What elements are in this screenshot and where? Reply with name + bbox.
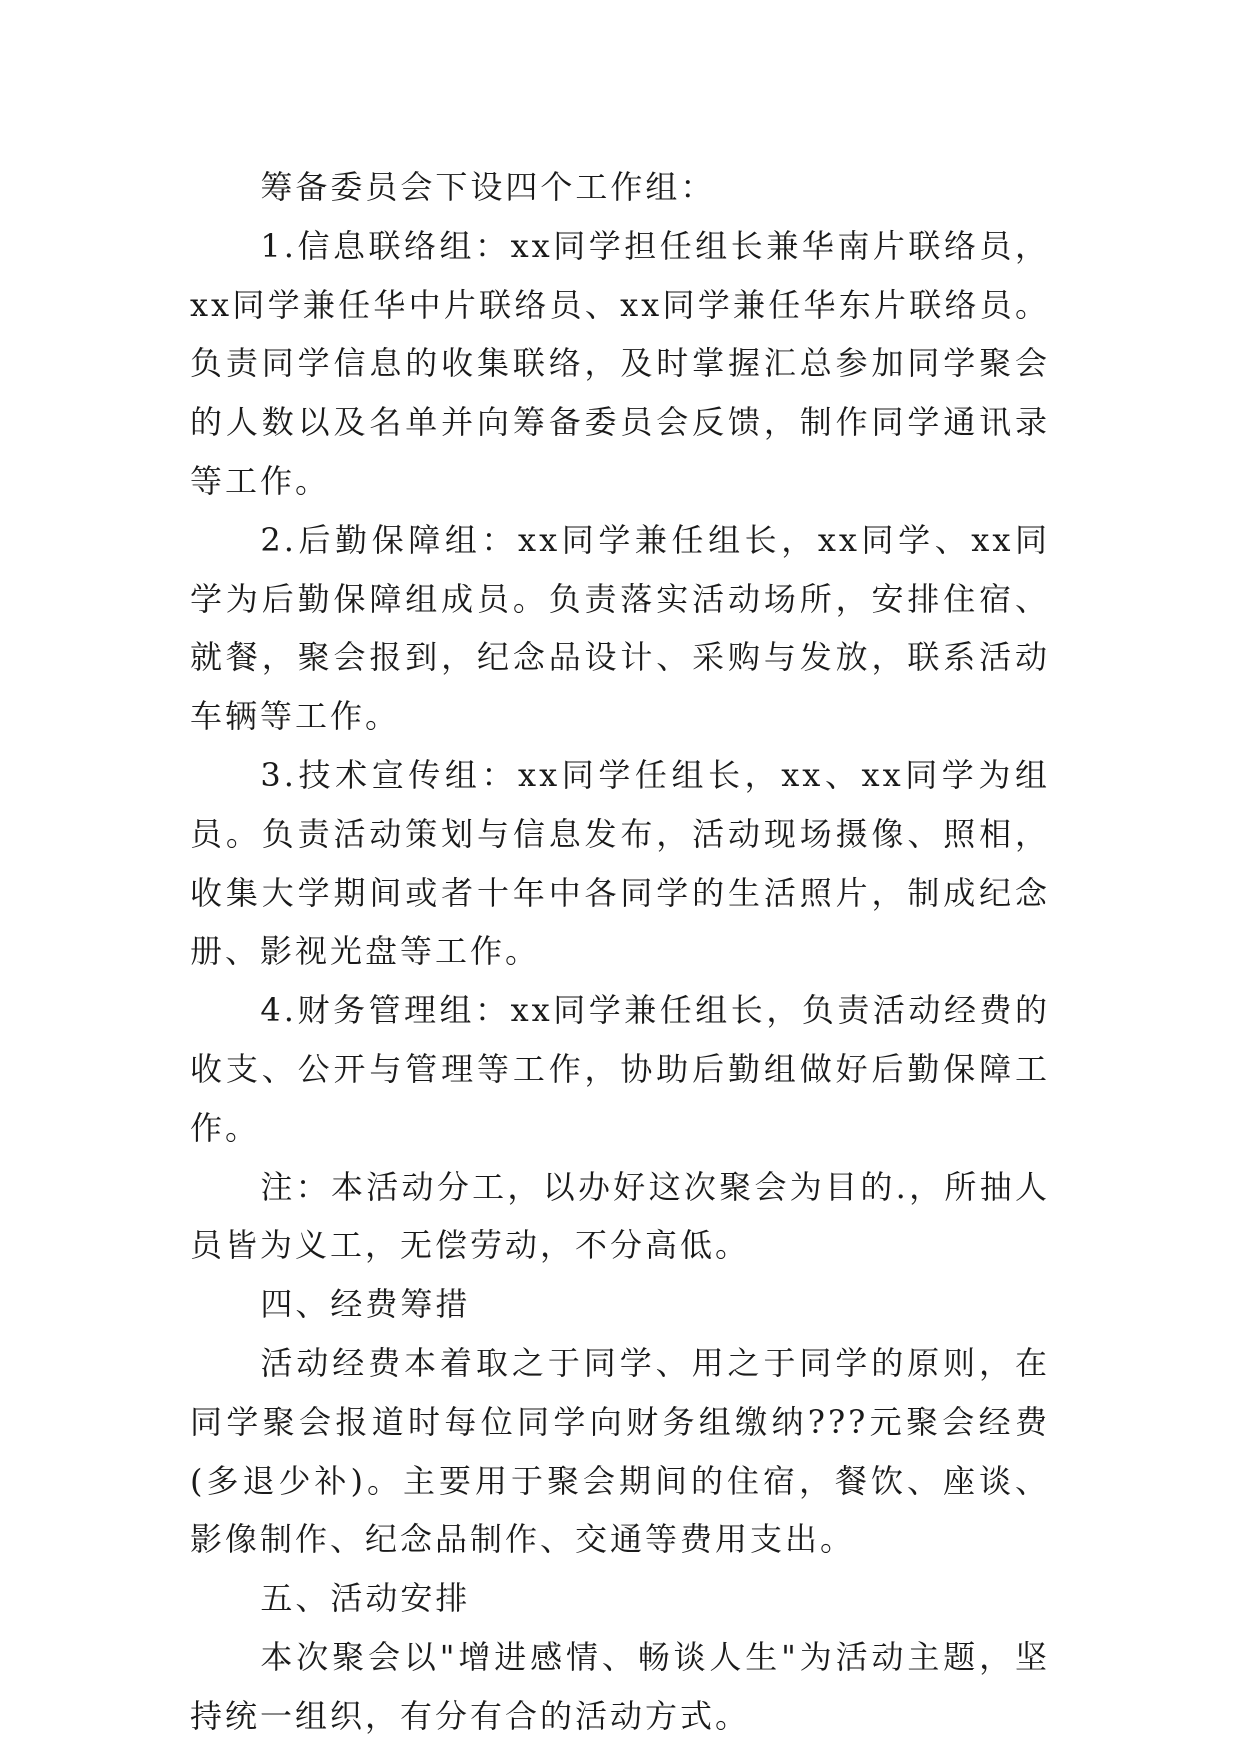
heading-activity-arrangement: 五、活动安排 — [260, 1579, 471, 1618]
paragraph-note: 注：本活动分工，以办好这次聚会为目的.，所抽人员皆为义工，无偿劳动，不分高低。 — [190, 1167, 1050, 1265]
paragraph-tech-publicity-group: 3.技术宣传组：xx同学任组长，xx、xx同学为组员。负责活动策划与信息发布，活动现场摄像、照相，收集大学期间或者十年中各同学的生活照片，制成纪念册、影视光盘等工作。 — [190, 755, 1050, 971]
paragraph-working-groups-intro: 筹备委员会下设四个工作组： — [260, 168, 716, 206]
paragraph-logistics-group: 2.后勤保障组：xx同学兼任组长，xx同学、xx同学为后勤保障组成员。负责落实活动场所，安排住宿、就餐，聚会报到，纪念品设计、采购与发放，联系活动车辆等工作。 — [190, 520, 1050, 736]
paragraph-funding: 活动经费本着取之于同学、用之于同学的原则，在同学聚会报道时每位同学向财务组缴纳???元聚会经费(多退少补)。主要用于聚会期间的住宿，餐饮、座谈、影像制作、纪念品制作、交通等费用支出。 — [190, 1343, 1050, 1559]
paragraph-finance-group: 4.财务管理组：xx同学兼任组长，负责活动经费的收支、公开与管理等工作，协助后勤组做好后勤保障工作。 — [190, 991, 1050, 1147]
heading-funding: 四、经费筹措 — [260, 1285, 471, 1324]
document-body — [190, 158, 1050, 1746]
paragraph-activity-theme: 本次聚会以"增进感情、畅谈人生"为活动主题，坚持统一组织，有分有合的活动方式。 — [190, 1637, 1050, 1735]
paragraph-info-liaison-group: 1.信息联络组：xx同学担任组长兼华南片联络员，xx同学兼任华中片联络员、xx同学兼任华东片联络员。负责同学信息的收集联络，及时掌握汇总参加同学聚会的人数以及名单并向筹备委员会反馈，制作同学通讯录等工作。 — [190, 226, 1050, 500]
